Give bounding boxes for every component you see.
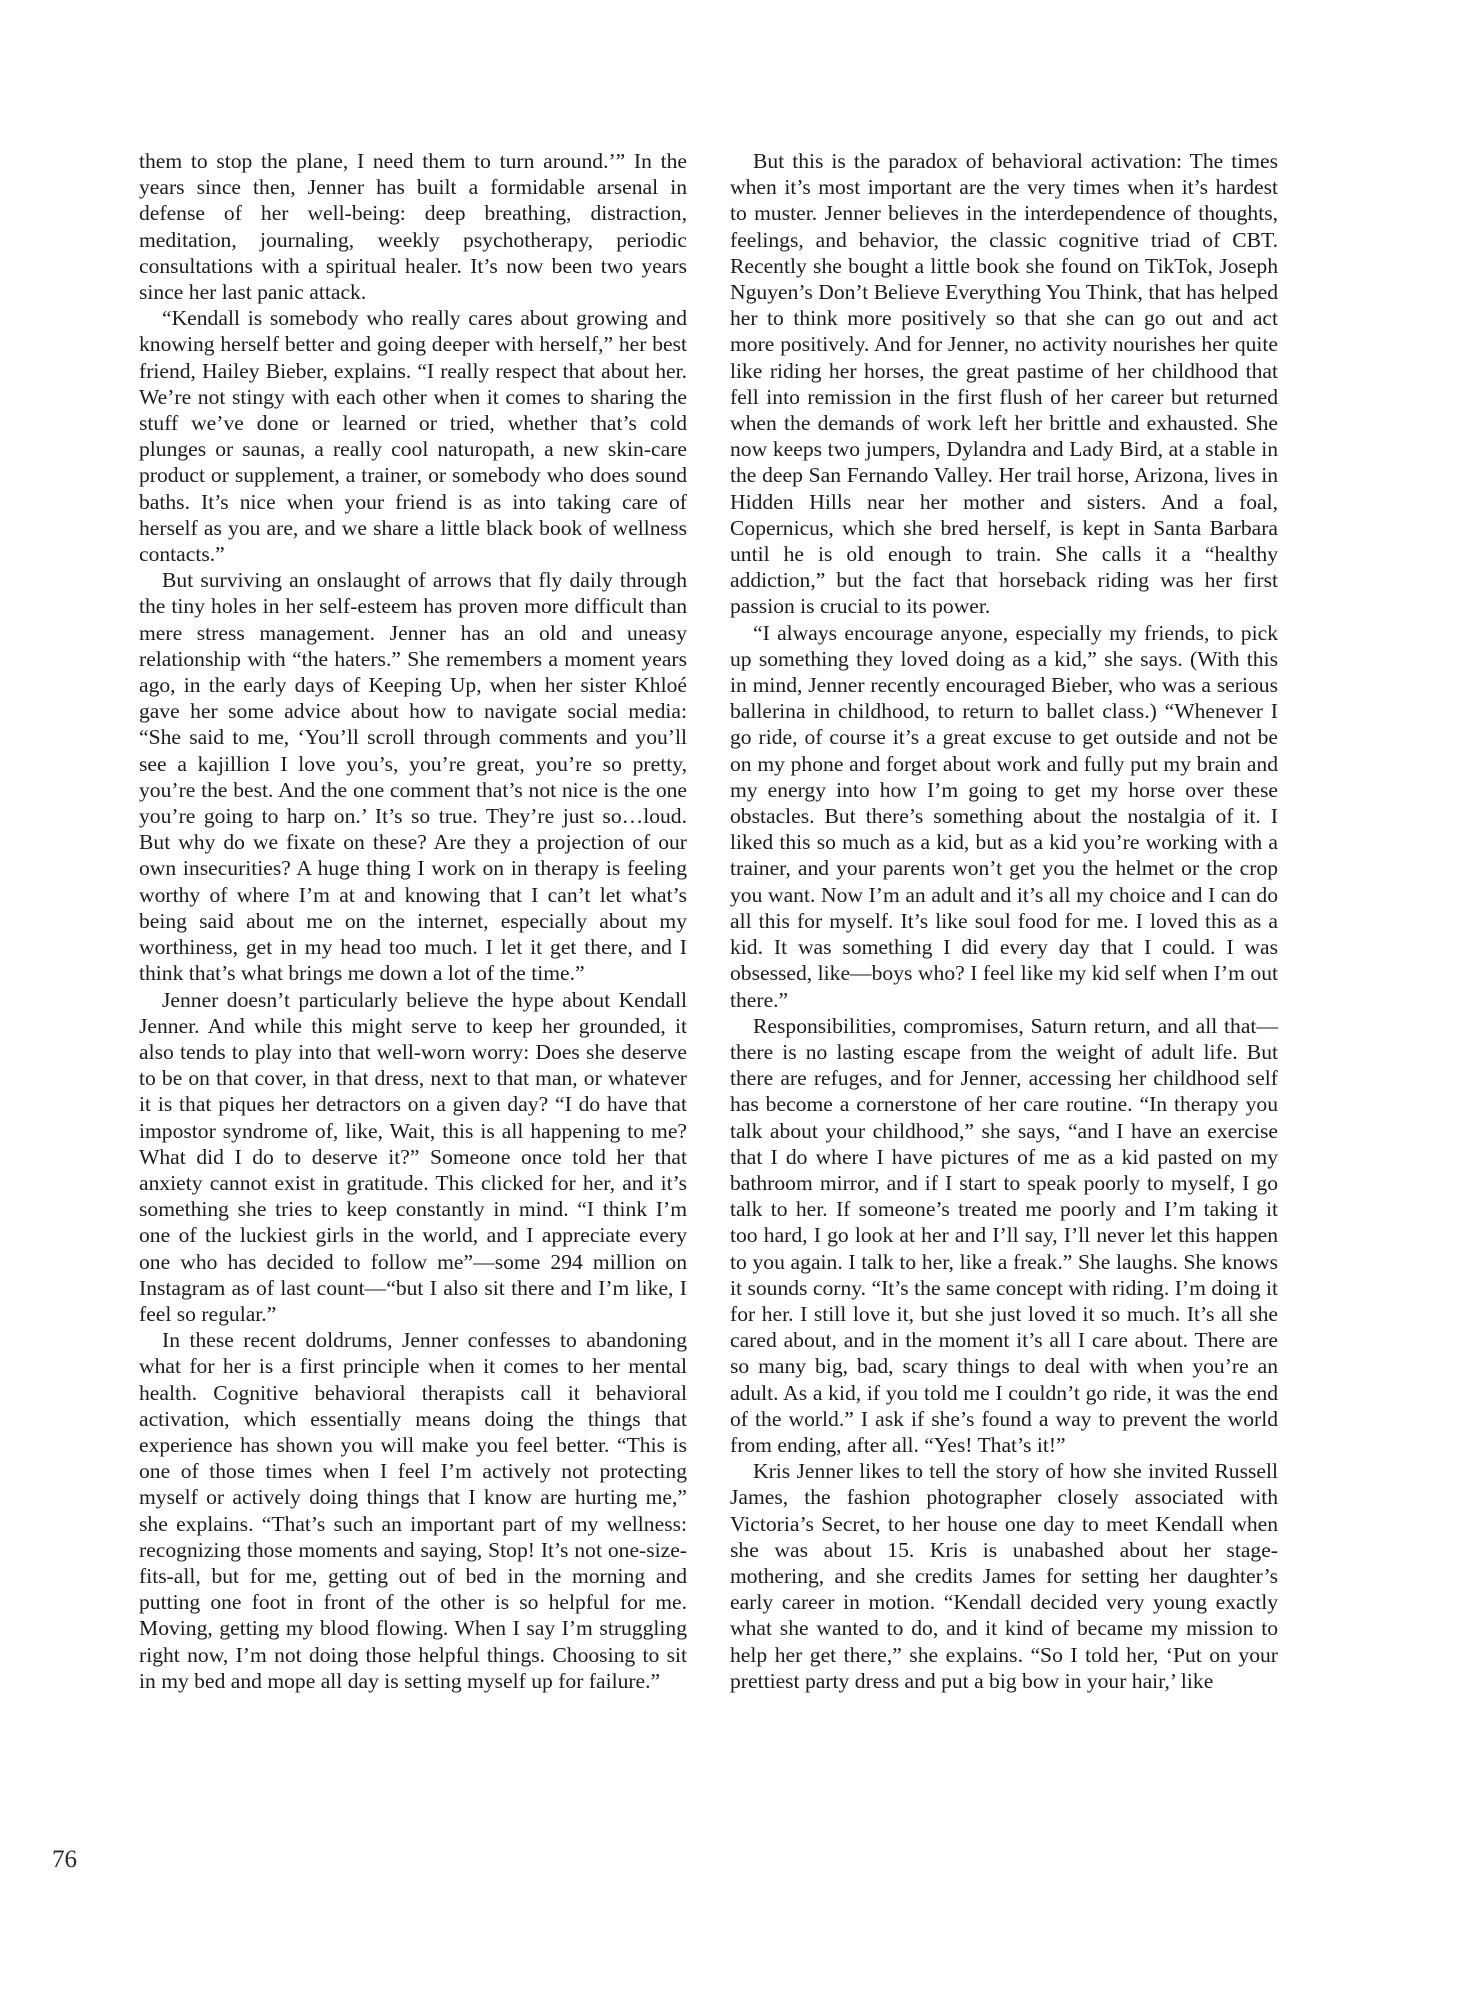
left-text-column [139,148,687,1694]
paragraph: Responsibilities, compromises, Saturn return, and all that—there is no lasting escape from the weight of adult life. But there are refuges, and for Jenner, accessing her childhood self has become a cornerstone of her care routine. “In therapy you talk about your childhood,” she says, “and I have an exercise that I do where I have pictures of me as a kid pasted on my bathroom mirror, and if I start to speak poorly to myself, I go talk to her. If someone’s treated me poorly and I’m taking it too hard, I go look at her and I’ll say, I’ll never let this happen to you again. I talk to her, like a freak.” She laughs. She knows it sounds corny. “It’s the same concept with riding. I’m doing it for her. I still love it, but she just loved it so much. It’s all she cared about, and in the moment it’s all I care about. There are so many big, bad, scary things to deal with when you’re an adult. As a kid, if you told me I couldn’t go ride, it was the end of the world.” I ask if she’s found a way to prevent the world from ending, after all. “Yes! That’s it!” [730,1013,1278,1457]
paragraph: In these recent doldrums, Jenner confesses to abandoning what for her is a first principle when it comes to her mental health. Cognitive behavioral therapists call it behavioral activation, which essentially means doing the things that experience has shown you will make you feel better. “This is one of those times when I feel I’m actively not protecting myself or actively doing things that I know are hurting me,” she explains. “That’s such an important part of my wellness: recognizing those moments and saying, Stop! It’s not one-size-fits-all, but for me, getting out of bed in the morning and putting one foot in front of the other is so helpful for me. Moving, getting my blood flowing. When I say I’m struggling right now, I’m not doing those helpful things. Choosing to sit in my bed and mope all day is setting myself up for failure.” [139,1328,687,1693]
paragraph: Kris Jenner likes to tell the story of how she invited Russell James, the fashion photographer closely associated with Victoria’s Secret, to her house one day to meet Kendall when she was about 15. Kris is unabashed about her stage-mothering, and she credits James for setting her daughter’s early career in motion. “Kendall decided very young exactly what she wanted to do, and it kind of became my mission to help her get there,” she explains. “So I told her, ‘Put on your prettiest party dress and put a big bow in your hair,’ like [730,1459,1278,1693]
paragraph: Jenner doesn’t particularly believe the hype about Kendall Jenner. And while this might serve to keep her grounded, it also tends to play into that well-worn worry: Does she deserve to be on that cover, in that dress, next to that man, or whatever it is that piques her detractors on a given day? “I do have that impostor syndrome of, like, Wait, this is all happening to me? What did I do to deserve it?” Someone once told her that anxiety cannot exist in gratitude. This clicked for her, and it’s something she tries to keep constantly in mind. “I think I’m one of the luckiest girls in the world, and I appreciate every one who has decided to follow me”—some 294 million on Instagram as of last count—“but I also sit there and I’m like, I feel so regular.” [139,987,687,1326]
paragraph: But this is the paradox of behavioral activation: The times when it’s most important are the very times when it’s hardest to muster. Jenner believes in the interdependence of thoughts, feelings, and behavior, the classic cognitive triad of CBT. Recently she bought a little book she found on TikTok, Joseph Nguyen’s Don’t Believe Everything You Think, that has helped her to think more positively so that she can go out and act more positively. And for Jenner, no activity nourishes her quite like riding her horses, the great pastime of her childhood that fell into remission in the first flush of her career but returned when the demands of work left her brittle and exhausted. She now keeps two jumpers, Dylandra and Lady Bird, at a stable in the deep San Fernando Valley. Her trail horse, Arizona, lives in Hidden Hills near her mother and sisters. And a foal, Copernicus, which she bred herself, is kept in Santa Barbara until he is old enough to train. She calls it a “healthy addiction,” but the fact that horseback riding was her first passion is crucial to its power. [730,149,1278,619]
page-number: 76 [52,1846,77,1873]
paragraph: them to stop the plane, I need them to turn around.’” In the years since then, Jenner has built a formidable arsenal in defense of her well-being: deep breathing, distraction, meditation, journaling, weekly psychotherapy, periodic consultations with a spiritual healer. It’s now been two years since her last panic attack. [139,149,687,305]
paragraph: “Kendall is somebody who really cares about growing and knowing herself better and going deeper with herself,” her best friend, Hailey Bieber, explains. “I really respect that about her. We’re not stingy with each other when it comes to sharing the stuff we’ve done or learned or tried, whether that’s cold plunges or saunas, a really cool naturopath, a new skin-care product or supplement, a trainer, or somebody who does sound baths. It’s nice when your friend is as into taking care of herself as you are, and we share a little black book of wellness contacts.” [139,306,687,567]
right-text-column [730,148,1278,1694]
paragraph: “I always encourage anyone, especially my friends, to pick up something they loved doing as a kid,” she says. (With this in mind, Jenner recently encouraged Bieber, who was a serious ballerina in childhood, to return to ballet class.) “Whenever I go ride, of course it’s a great excuse to get outside and not be on my phone and forget about work and fully put my brain and my energy into how I’m going to get my horse over these obstacles. But there’s something about the nostalgia of it. I liked this so much as a kid, but as a kid you’re working with a trainer, and your parents won’t get you the helmet or the crop you want. Now I’m an adult and it’s all my choice and I can do all this for myself. It’s like soul food for me. I loved this as a kid. It was something I did every day that I could. I was obsessed, like—boys who? I feel like my kid self when I’m out there.” [730,620,1278,1012]
paragraph: But surviving an onslaught of arrows that fly daily through the tiny holes in her self-esteem has proven more difficult than mere stress management. Jenner has an old and uneasy relationship with “the haters.” She remembers a moment years ago, in the early days of Keeping Up, when her sister Khloé gave her some advice about how to navigate social media: “She said to me, ‘You’ll scroll through comments and you’ll see a kajillion I love you’s, you’re great, you’re so pretty, you’re the best. And the one comment that’s not nice is the one you’re going to harp on.’ It’s so true. They’re just so…loud. But why do we fixate on these? Are they a projection of our own insecurities? A huge thing I work on in therapy is feeling worthy of where I’m at and knowing that I can’t let what’s being said about me on the internet, especially about my worthiness, get in my head too much. I let it get there, and I think that’s what brings me down a lot of the time.” [139,568,687,986]
